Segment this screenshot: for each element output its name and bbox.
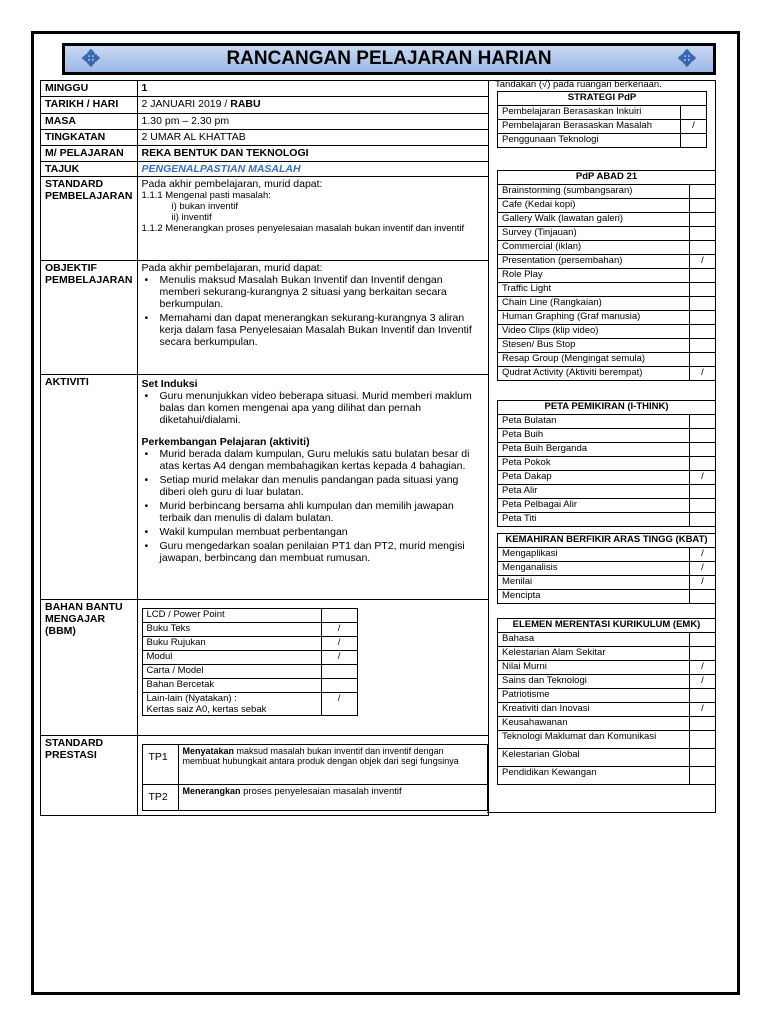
item-name <box>498 241 690 255</box>
day: RABU <box>230 98 261 110</box>
item-name <box>498 185 690 199</box>
tp-text: maksud masalah bukan inventif dan inventif dengan membuat hubungkait antara produk dengan objek dari segi fungsinya <box>182 746 459 766</box>
item-name <box>142 609 321 623</box>
checkbox-cell[interactable] <box>690 353 716 367</box>
label: TAJUK <box>41 162 138 177</box>
list-item: • Murid berbincang bersama ahli kumpulan dan memilih jawapan terbaik dan menulis di dalam bulatan. <box>142 500 484 524</box>
value: 1.30 pm – 2.30 pm <box>137 114 488 130</box>
table-header: STRATEGI PdP <box>498 92 707 106</box>
item-label: Cafe (Kedai kopi) <box>502 199 576 210</box>
item-label: Nilai Murni <box>502 661 547 672</box>
table-header: ELEMEN MERENTASI KURIKULUM (EMK) <box>498 619 716 633</box>
checkbox-cell[interactable] <box>690 339 716 353</box>
table-row <box>498 283 716 297</box>
table-row <box>498 471 716 485</box>
value: PENGENALPASTIAN MASALAH <box>137 162 488 177</box>
item-name <box>498 633 690 647</box>
checkbox-cell[interactable] <box>690 767 716 785</box>
checkbox-cell[interactable] <box>690 311 716 325</box>
line: 1.1.2 Menerangkan proses penyelesaian masalah bukan inventif dan inventif <box>141 223 465 234</box>
table-row <box>498 241 716 255</box>
table-row <box>498 499 716 513</box>
bbm-content <box>137 600 488 736</box>
label: MINGGU <box>41 81 138 97</box>
standard-content <box>137 177 488 261</box>
checkbox-cell[interactable] <box>690 429 716 443</box>
list-item: • Murid berada dalam kumpulan, Guru melukis satu bulatan besar di atas kertas A4 dengan membahagikan kertas kepada 4 bahagian. <box>142 448 484 472</box>
item-label: Pembelajaran Berasaskan Masalah <box>502 120 652 131</box>
item-label: Stesen/ Bus Stop <box>502 339 576 350</box>
checkbox-cell[interactable] <box>690 590 716 604</box>
item-name <box>498 283 690 297</box>
table-row <box>498 227 716 241</box>
checkbox-cell[interactable] <box>690 185 716 199</box>
table-row <box>498 443 716 457</box>
item-name <box>142 637 321 651</box>
table-row <box>498 633 716 647</box>
aktiviti-content <box>137 375 488 600</box>
checkbox-cell[interactable] <box>681 106 707 120</box>
item-label: Role Play <box>502 269 543 280</box>
checkbox-cell[interactable] <box>690 415 716 429</box>
item-name <box>498 675 690 689</box>
label: AKTIVITI <box>41 375 138 600</box>
item-label: Bahan Bercetak <box>146 679 215 690</box>
item-label: Penggunaan Teknologi <box>502 134 599 145</box>
checkbox-cell[interactable] <box>690 199 716 213</box>
checkbox-cell[interactable] <box>690 297 716 311</box>
strategi-table <box>497 91 707 148</box>
line: ii) inventif <box>171 212 212 223</box>
item-label: Survey (Tinjauan) <box>502 227 577 238</box>
item-label: Resap Group (Mengingat semula) <box>502 353 646 364</box>
checkbox-cell[interactable]: / <box>690 576 716 590</box>
objektif-content <box>137 261 488 375</box>
item-name <box>498 562 690 576</box>
table-row <box>498 485 716 499</box>
item-name <box>498 429 690 443</box>
intro: Pada akhir pembelajaran, murid dapat: <box>141 262 323 274</box>
checkbox-cell[interactable]: / <box>321 637 357 651</box>
item-name <box>498 749 690 767</box>
tp-verb: Menyatakan <box>182 746 235 756</box>
line: i) bukan inventif <box>171 201 239 212</box>
item-label: Traffic Light <box>502 283 552 294</box>
item-label: Gallery Walk (lawatan galeri) <box>502 213 624 224</box>
label: TARIKH / HARI <box>41 97 138 114</box>
item-label: Menilai <box>502 576 533 587</box>
item-name <box>498 457 690 471</box>
table-row <box>498 731 716 749</box>
label: STANDARD PRESTASI <box>41 736 138 816</box>
checkbox-cell[interactable] <box>690 485 716 499</box>
list-item: • Memahami dan dapat menerangkan sekurang-kurangnya 3 aliran kerja dalam fasa Penyelesaian Masalah Bukan Inventif dan Inventif secara berkumpulan. <box>142 312 484 348</box>
label: M/ PELAJARAN <box>41 146 138 162</box>
item-name <box>498 576 690 590</box>
item-name <box>142 665 321 679</box>
item-name <box>498 471 690 485</box>
checkbox-cell[interactable]: / <box>690 562 716 576</box>
prestasi-content <box>137 736 488 816</box>
item-label: Peta Bulatan <box>502 415 557 426</box>
item-name <box>498 590 690 604</box>
list-item: • Menulis maksud Masalah Bukan Inventif dan Inventif dengan memberi sekurang-kurangnya 2 situasi yang berkaitan secara berkumpulan. <box>142 274 484 310</box>
item-label: Patriotisme <box>502 689 550 700</box>
intro: Pada akhir pembelajaran, murid dapat: <box>141 178 323 190</box>
item-label: Kelestarian Alam Sekitar <box>502 647 606 658</box>
table-row <box>498 120 707 134</box>
item-name <box>498 120 681 134</box>
item-label: Peta Dakap <box>502 471 552 482</box>
item-label: Peta Buih <box>502 429 544 440</box>
emk-table <box>497 618 716 785</box>
value: 2 UMAR AL KHATTAB <box>137 130 488 146</box>
item-label: Presentation (persembahan) <box>502 255 623 266</box>
item-label: Lain-lain (Nyatakan) : <box>146 693 237 704</box>
item-label: Brainstorming (sumbangsaran) <box>502 185 633 196</box>
item-label: Mencipta <box>502 590 541 601</box>
checkbox-cell[interactable] <box>321 609 357 623</box>
title-banner <box>62 43 716 75</box>
item-label: Mengaplikasi <box>502 548 558 559</box>
checkbox-cell[interactable] <box>690 457 716 471</box>
table-row <box>142 623 357 637</box>
item-label: Buku Rujukan <box>146 637 206 648</box>
table-row <box>498 562 716 576</box>
table-row <box>498 134 707 148</box>
table-row <box>142 693 357 716</box>
item-name <box>498 689 690 703</box>
ornament-icon: ✥ <box>677 46 697 71</box>
item-name <box>498 255 690 269</box>
table-row <box>498 749 716 767</box>
checkbox-cell[interactable]: / <box>690 661 716 675</box>
item-label: Peta Pelbagai Alir <box>502 499 577 510</box>
table-row <box>142 609 357 623</box>
list-item: • Guru mengedarkan soalan penilaian PT1 dan PT2, murid mengisi jawapan, berbincang dan membuat rumusan. <box>142 540 484 564</box>
item-label: Teknologi Maklumat dan Komunikasi <box>502 731 657 742</box>
line: 1.1.1 Mengenal pasti masalah: <box>141 190 271 201</box>
prestasi-table <box>142 744 488 811</box>
value: REKA BENTUK DAN TEKNOLOGI <box>137 146 488 162</box>
item-label: Commercial (iklan) <box>502 241 582 252</box>
label: MASA <box>41 114 138 130</box>
checkbox-cell[interactable] <box>690 749 716 767</box>
kbat-table <box>497 533 716 604</box>
date: 2 JANUARI 2019 / <box>141 98 231 110</box>
tp-verb: Menerangkan <box>182 786 241 796</box>
item-label: LCD / Power Point <box>146 609 225 620</box>
tp-label: TP2 <box>142 785 178 811</box>
checkbox-cell[interactable] <box>690 325 716 339</box>
table-row <box>498 185 716 199</box>
table-row <box>498 255 716 269</box>
label: BAHAN BANTU MENGAJAR (BBM) <box>41 600 138 736</box>
checkbox-cell[interactable]: / <box>690 675 716 689</box>
table-row <box>498 703 716 717</box>
table-row <box>142 665 357 679</box>
item-label: Carta / Model <box>146 665 204 676</box>
item-name <box>498 647 690 661</box>
tp-text: proses penyelesaian masalah inventif <box>240 786 402 797</box>
item-name <box>498 661 690 675</box>
item-label: Peta Buih Berganda <box>502 443 588 454</box>
list-item: • Setiap murid melakar dan menulis pandangan pada situasi yang diberi oleh guru di luar bulatan. <box>142 474 484 498</box>
item-label: Bahasa <box>502 633 535 644</box>
item-name <box>498 731 690 749</box>
item-label: Peta Alir <box>502 485 538 496</box>
checkbox-cell[interactable] <box>321 665 357 679</box>
item-name <box>498 415 690 429</box>
instruction: Tandakan (√) pada ruangan berkenaan. <box>495 79 662 90</box>
table-row <box>498 661 716 675</box>
ithink-table <box>497 400 716 527</box>
item-name <box>498 227 690 241</box>
checkbox-cell[interactable]: / <box>690 255 716 269</box>
checkbox-cell[interactable] <box>690 513 716 527</box>
table-row <box>498 269 716 283</box>
table-row <box>142 679 357 693</box>
section-title: Set Induksi <box>141 378 198 390</box>
item-name <box>498 485 690 499</box>
item-name <box>498 367 690 381</box>
item-name <box>142 623 321 637</box>
bbm-table <box>142 608 358 716</box>
item-name <box>498 548 690 562</box>
table-row <box>498 353 716 367</box>
table-row <box>498 689 716 703</box>
item-name <box>498 106 681 120</box>
table-row <box>142 637 357 651</box>
item-label: Pembelajaran Berasaskan Inkuiri <box>502 106 642 117</box>
item-name <box>142 693 321 716</box>
table-row <box>142 651 357 665</box>
checkbox-cell[interactable] <box>681 134 707 148</box>
abad21-table <box>497 170 716 381</box>
table-header: PdP ABAD 21 <box>498 171 716 185</box>
item-name <box>498 134 681 148</box>
list-item: • Guru menunjukkan video beberapa situasi. Murid memberi maklum balas dan komen mengenai apa yang dilihat dan pernah diketahui/dialami. <box>142 390 484 426</box>
item-label: Buku Teks <box>146 623 191 634</box>
checkbox-cell[interactable] <box>690 283 716 297</box>
section-title: Perkembangan Pelajaran (aktiviti) <box>141 436 310 448</box>
item-label: Peta Titi <box>502 513 537 524</box>
table-header: KEMAHIRAN BERFIKIR ARAS TINGG (KBAT) <box>498 534 716 548</box>
item-label: Menganalisis <box>502 562 558 573</box>
item-label: Modul <box>146 651 173 662</box>
label: OBJEKTIF PEMBELAJARAN <box>41 261 138 375</box>
item-name <box>498 767 690 785</box>
item-name <box>498 311 690 325</box>
item-name <box>498 325 690 339</box>
table-row <box>498 767 716 785</box>
item-label: Human Graphing (Graf manusia) <box>502 311 641 322</box>
item-name <box>498 513 690 527</box>
item-name <box>498 339 690 353</box>
table-row <box>498 311 716 325</box>
table-row <box>498 415 716 429</box>
label: STANDARD PEMBELAJARAN <box>41 177 138 261</box>
item-name <box>142 651 321 665</box>
item-label: Kreativiti dan Inovasi <box>502 703 590 714</box>
table-row <box>498 199 716 213</box>
table-row <box>498 106 707 120</box>
checkbox-cell[interactable] <box>690 689 716 703</box>
item-label: Peta Pokok <box>502 457 551 468</box>
checkbox-cell[interactable] <box>690 241 716 255</box>
table-row <box>498 429 716 443</box>
value: 1 <box>137 81 488 97</box>
checkbox-cell[interactable] <box>321 679 357 693</box>
item-extra: Kertas saiz A0, kertas sebak <box>146 704 267 715</box>
table-row <box>498 647 716 661</box>
checkbox-cell[interactable] <box>690 731 716 749</box>
checkbox-cell[interactable]: / <box>321 623 357 637</box>
item-name <box>498 499 690 513</box>
item-label: Pendidikan Kewangan <box>502 767 597 778</box>
item-name <box>498 199 690 213</box>
checkbox-cell[interactable] <box>690 499 716 513</box>
table-row <box>498 548 716 562</box>
table-header: PETA PEMIKIRAN (I-THINK) <box>498 401 716 415</box>
item-name <box>498 269 690 283</box>
item-name <box>142 679 321 693</box>
item-name <box>498 717 690 731</box>
checkbox-cell[interactable]: / <box>681 120 707 134</box>
item-name <box>498 213 690 227</box>
ornament-icon: ✥ <box>81 46 101 71</box>
table-row <box>498 297 716 311</box>
item-name <box>498 443 690 457</box>
label: TINGKATAN <box>41 130 138 146</box>
checkbox-cell[interactable]: / <box>690 703 716 717</box>
table-row <box>498 457 716 471</box>
checkbox-cell[interactable]: / <box>321 651 357 665</box>
value <box>137 97 488 114</box>
table-row <box>498 339 716 353</box>
checkbox-cell[interactable] <box>690 647 716 661</box>
item-name <box>498 703 690 717</box>
item-label: Keusahawanan <box>502 717 568 728</box>
tp-label: TP1 <box>142 745 178 785</box>
page-title: RANCANGAN PELAJARAN HARIAN <box>226 48 552 69</box>
table-row <box>498 367 716 381</box>
item-label: Kelestarian Global <box>502 749 580 760</box>
main-table <box>40 80 489 816</box>
list-item: • Wakil kumpulan membuat perbentangan <box>142 526 484 538</box>
item-label: Chain Line (Rangkaian) <box>502 297 602 308</box>
checkbox-cell[interactable] <box>690 269 716 283</box>
table-row <box>498 576 716 590</box>
item-label: Qudrat Activity (Aktiviti berempat) <box>502 367 643 378</box>
checkbox-cell[interactable] <box>690 633 716 647</box>
checkbox-cell[interactable]: / <box>690 471 716 485</box>
checkbox-cell[interactable] <box>690 443 716 457</box>
table-row <box>498 325 716 339</box>
checkbox-cell[interactable]: / <box>690 548 716 562</box>
checkbox-cell[interactable]: / <box>690 367 716 381</box>
checkbox-cell[interactable] <box>690 717 716 731</box>
table-row <box>498 213 716 227</box>
checkbox-cell[interactable] <box>690 213 716 227</box>
table-row <box>498 675 716 689</box>
table-row <box>498 513 716 527</box>
table-row <box>498 717 716 731</box>
item-name <box>498 297 690 311</box>
checkbox-cell[interactable] <box>690 227 716 241</box>
table-row <box>498 590 716 604</box>
item-name <box>498 353 690 367</box>
item-label: Sains dan Teknologi <box>502 675 587 686</box>
item-label: Video Clips (klip video) <box>502 325 599 336</box>
checkbox-cell[interactable]: / <box>321 693 357 716</box>
